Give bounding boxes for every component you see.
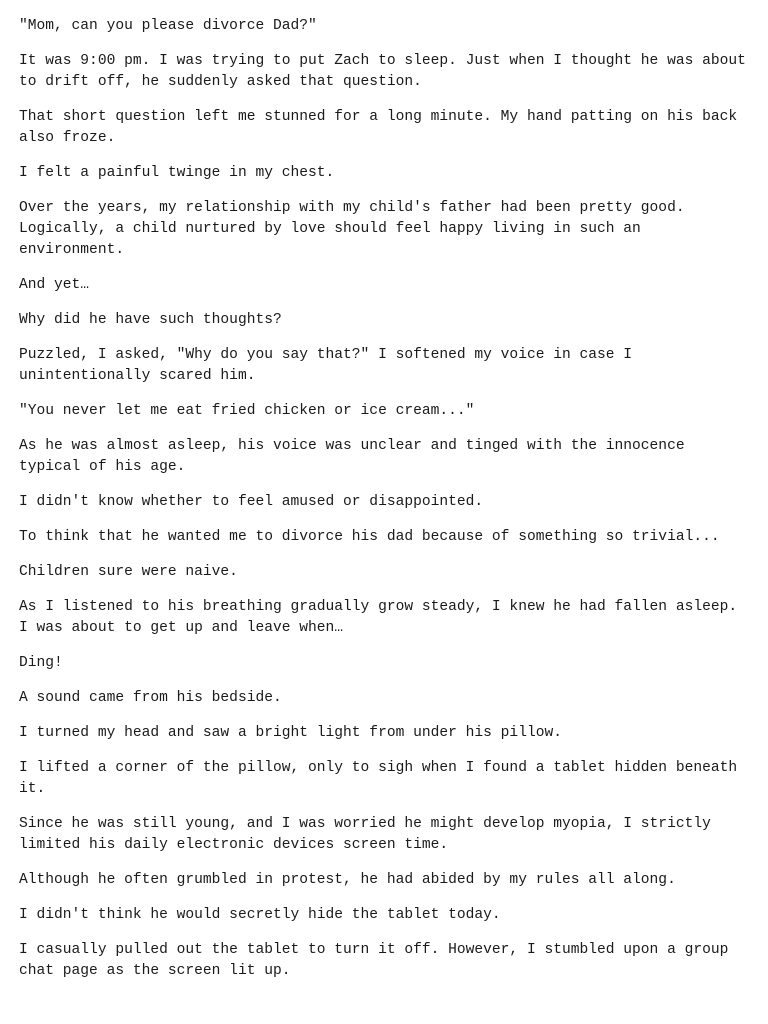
story-paragraph: I lifted a corner of the pillow, only to sigh when I found a tablet hidden beneath it. [19,760,738,797]
story-paragraph: That short question left me stunned for a long minute. My hand patting on his back also froze. [19,109,738,146]
story-paragraph: I didn't think he would secretly hide the tablet today. [19,907,501,923]
story-paragraph: Over the years, my relationship with my child's father had been pretty good. Logically, a child nurtured by love should feel happy living in such an environment. [19,200,685,258]
story-paragraph: It was 9:00 pm. I was trying to put Zach to sleep. Just when I thought he was about to drift off, he suddenly asked that question. [19,53,746,90]
story-paragraph: I casually pulled out the tablet to turn it off. However, I stumbled upon a group chat page as the screen lit up. [19,942,729,979]
story-paragraph: Although he often grumbled in protest, he had abided by my rules all along. [19,872,676,888]
story-paragraph: Since he was still young, and I was worried he might develop myopia, I strictly limited his daily electronic devices screen time. [19,816,711,853]
story-paragraph: Ding! [19,655,63,671]
story-paragraph: "Mom, can you please divorce Dad?" [19,18,317,34]
story-paragraph: "You never let me eat fried chicken or ice cream..." [19,403,475,419]
story-paragraph: As he was almost asleep, his voice was unclear and tinged with the innocence typical of his age. [19,438,685,475]
story-paragraph: I turned my head and saw a bright light from under his pillow. [19,725,562,741]
story-paragraph: I didn't know whether to feel amused or disappointed. [19,494,484,510]
story-paragraph: I felt a painful twinge in my chest. [19,165,335,181]
story-paragraph: And yet… [19,277,90,293]
story-paragraph: As I listened to his breathing gradually grow steady, I knew he had fallen asleep. I was about to get up and leave when… [19,599,738,636]
story-paragraph: Why did he have such thoughts? [19,312,282,328]
story-paragraph: To think that he wanted me to divorce his dad because of something so trivial... [19,529,720,545]
story-text [19,16,754,996]
story-paragraph: A sound came from his bedside. [19,690,282,706]
story-paragraph: Puzzled, I asked, "Why do you say that?" I softened my voice in case I unintentionally scared him. [19,347,633,384]
story-paragraph: Children sure were naive. [19,564,238,580]
